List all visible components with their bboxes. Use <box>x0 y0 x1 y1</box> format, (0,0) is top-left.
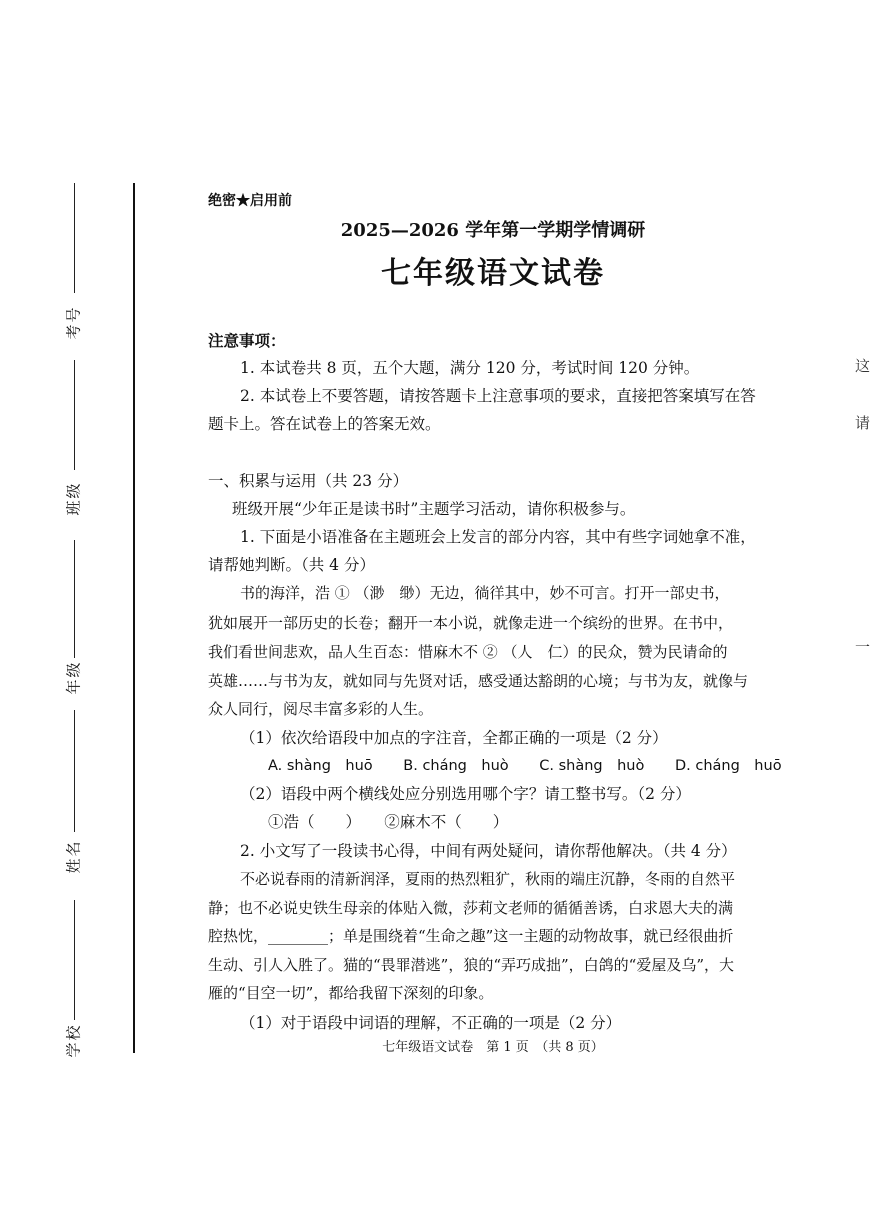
option-b[interactable]: B. cháng huò <box>403 758 509 774</box>
binding-line <box>133 183 135 1053</box>
q1-stem: 1. 下面是小语准备在主题班会上发言的部分内容，其中有些字词她拿不准， <box>240 528 756 546</box>
q2-passage-line: 生动、引人入胜了。猫的“畏罪潜逃”，狼的“弄巧成拙”，白鸽的“爱屋及乌”，大 <box>208 956 735 974</box>
name-line <box>74 710 75 832</box>
q1-passage-line: 英雄……与书为友，就如同与先贤对话，感受通达豁朗的心境；与书为友，就像与 <box>208 672 749 690</box>
option-c[interactable]: C. shàng huò <box>539 758 645 774</box>
q1-passage-line: 书的海洋，浩 ① （渺 缈）无边，徜徉其中，妙不可言。打开一部史书， <box>240 584 730 602</box>
section-heading: 一、积累与运用（共 23 分） <box>208 472 409 490</box>
notice-item-2: 2. 本试卷上不要答题，请按答题卡上注意事项的要求，直接把答案填写在答 <box>240 387 756 405</box>
grade-label: 年级 <box>64 660 83 695</box>
page-footer: 七年级语文试卷 第 1 页 （共 8 页） <box>382 1040 604 1055</box>
exam-subtitle: 2025—2026 学年第一学期学情调研 <box>340 220 646 241</box>
grade-line <box>74 540 75 658</box>
q1-options <box>268 754 838 775</box>
margin-glyph: 这 <box>855 357 870 375</box>
notice-heading: 注意事项： <box>208 331 286 350</box>
q2-sub1: （1）对于语段中词语的理解，不正确的一项是（2 分） <box>240 1014 622 1032</box>
section-intro: 班级开展“少年正是读书时”主题学习活动，请你积极参与。 <box>232 500 636 518</box>
school-label: 学校 <box>64 1023 83 1058</box>
q1-stem-cont: 请帮她判断。（共 4 分） <box>208 556 375 574</box>
q1-sub2: （2）语段中两个横线处应分别选用哪个字？请工整书写。（2 分） <box>240 785 691 803</box>
exam-number-label: 考号 <box>64 305 83 340</box>
q2-passage-line: 腔热忱，________；单是围绕着“生命之趣”这一主题的动物故事，就已经很曲折 <box>208 927 734 945</box>
q2-passage-line: 静；也不必说史铁生母亲的体贴入微，莎莉文老师的循循善诱，白求恩大夫的满 <box>208 899 734 917</box>
name-label: 姓名 <box>64 839 83 874</box>
notice-item-2-cont: 题卡上。答在试卷上的答案无效。 <box>208 415 441 433</box>
exam-title: 七年级语文试卷 <box>381 256 605 291</box>
q1-passage-line: 我们看世间悲欢，品人生百态：惜麻木不 ② （人 仁）的民众，赞为民请命的 <box>208 643 728 661</box>
q2-stem: 2. 小文写了一段读书心得，中间有两处疑问，请你帮他解决。（共 4 分） <box>240 842 737 860</box>
q1-passage-line: 众人同行，阅尽丰富多彩的人生。 <box>208 700 434 718</box>
school-line <box>74 900 75 1020</box>
option-d[interactable]: D. cháng huō <box>674 758 782 774</box>
q1-sub1: （1）依次给语段中加点的字注音，全都正确的一项是（2 分） <box>240 729 668 747</box>
class-label: 班级 <box>64 481 83 516</box>
class-line <box>74 360 75 470</box>
q1-passage-line: 犹如展开一部历史的长卷；翻开一本小说，就像走进一个缤纷的世界。在书中， <box>208 614 734 632</box>
margin-glyph: 请 <box>855 414 870 432</box>
q2-passage-line: 雁的“目空一切”，都给我留下深刻的印象。 <box>208 984 494 1002</box>
q1-sub2-answer[interactable]: ①浩（ ） ②麻木不（ ） <box>268 813 509 831</box>
notice-item-1: 1. 本试卷共 8 页，五个大题，满分 120 分，考试时间 120 分钟。 <box>240 359 700 377</box>
q2-passage-line: 不必说春雨的清新润泽，夏雨的热烈粗犷，秋雨的端庄沉静，冬雨的自然平 <box>240 870 736 888</box>
margin-glyph: 一 <box>855 638 870 656</box>
exam-number-line <box>74 183 75 293</box>
option-a[interactable]: A. shàng huō <box>268 758 373 774</box>
secret-mark: 绝密★启用前 <box>208 193 292 209</box>
